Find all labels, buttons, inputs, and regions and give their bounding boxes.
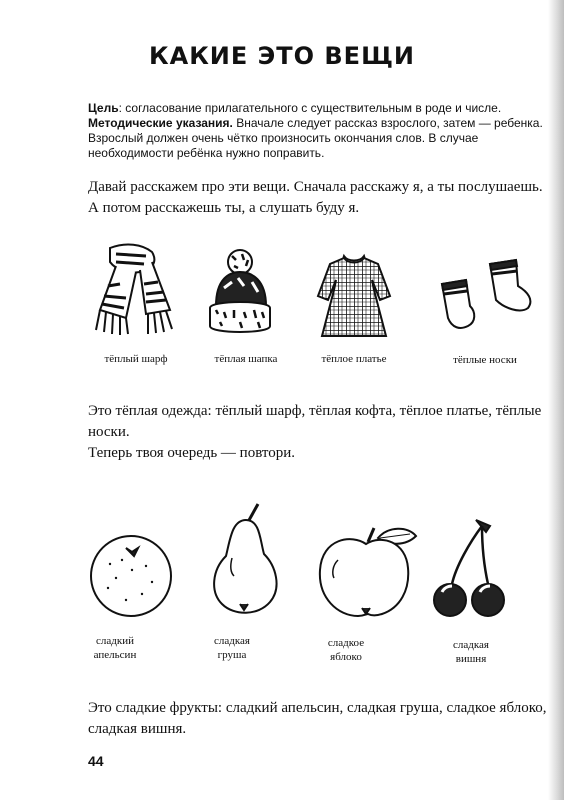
caption-pear [204, 634, 260, 662]
goal-label: Цель [88, 101, 119, 115]
socks-icon [432, 256, 544, 336]
scarf-icon [86, 240, 178, 340]
apple-icon [312, 520, 422, 620]
hat-icon [208, 248, 272, 338]
caption-cherry [442, 638, 500, 666]
caption-pear-line2: груша [217, 649, 247, 661]
clothes-repeat: Теперь твоя очередь — повтори. [88, 445, 296, 461]
orange-icon [86, 530, 176, 620]
goal-block [88, 101, 548, 161]
caption-socks: тёплые носки [453, 354, 517, 366]
intro-text: Давай расскажем про эти вещи. Сначала расскажу я, а ты послушаешь. А потом расскажешь ты, а слушать буду я. [88, 179, 543, 216]
pear-icon [202, 500, 286, 620]
caption-apple-line2: яблоко [330, 651, 362, 663]
page-title: КАКИЕ ЭТО ВЕЩИ [149, 42, 415, 70]
cherry-icon [430, 512, 510, 622]
caption-pear-line1: сладкая [214, 635, 250, 647]
caption-cherry-line1: сладкая [453, 639, 489, 651]
fruits-summary: Это сладкие фрукты: сладкий апельсин, сладкая груша, сладкое яблоко, сладкая вишня. [88, 700, 547, 737]
caption-hat: тёплая шапка [214, 353, 278, 365]
caption-dress: тёплое платье [321, 353, 387, 365]
dress-icon [314, 250, 394, 340]
caption-apple-line1: сладкое [327, 637, 365, 649]
caption-orange-line1: сладкий [96, 635, 134, 647]
clothes-summary: Это тёплая одежда: тёплый шарф, тёплая кофта, тёплое платье, тёплые носки. [88, 403, 542, 440]
goal-text: : согласование прилагательного с существительным в роде и числе. [118, 101, 502, 115]
method-text: Вначале следует рассказ взрослого, затем — ребенка. Взрослый должен очень чётко произносить окончания слов. В случае необходимости ребёнка нужно поправить. [88, 116, 543, 160]
caption-scarf: тёплый шарф [104, 353, 168, 365]
caption-orange [84, 634, 146, 662]
page-edge [548, 0, 564, 800]
caption-cherry-line2: вишня [455, 653, 487, 665]
caption-apple [318, 636, 374, 664]
page-number: 44 [88, 753, 104, 769]
method-label: Методические указания. [88, 116, 233, 130]
caption-orange-line2: апельсин [93, 649, 137, 661]
